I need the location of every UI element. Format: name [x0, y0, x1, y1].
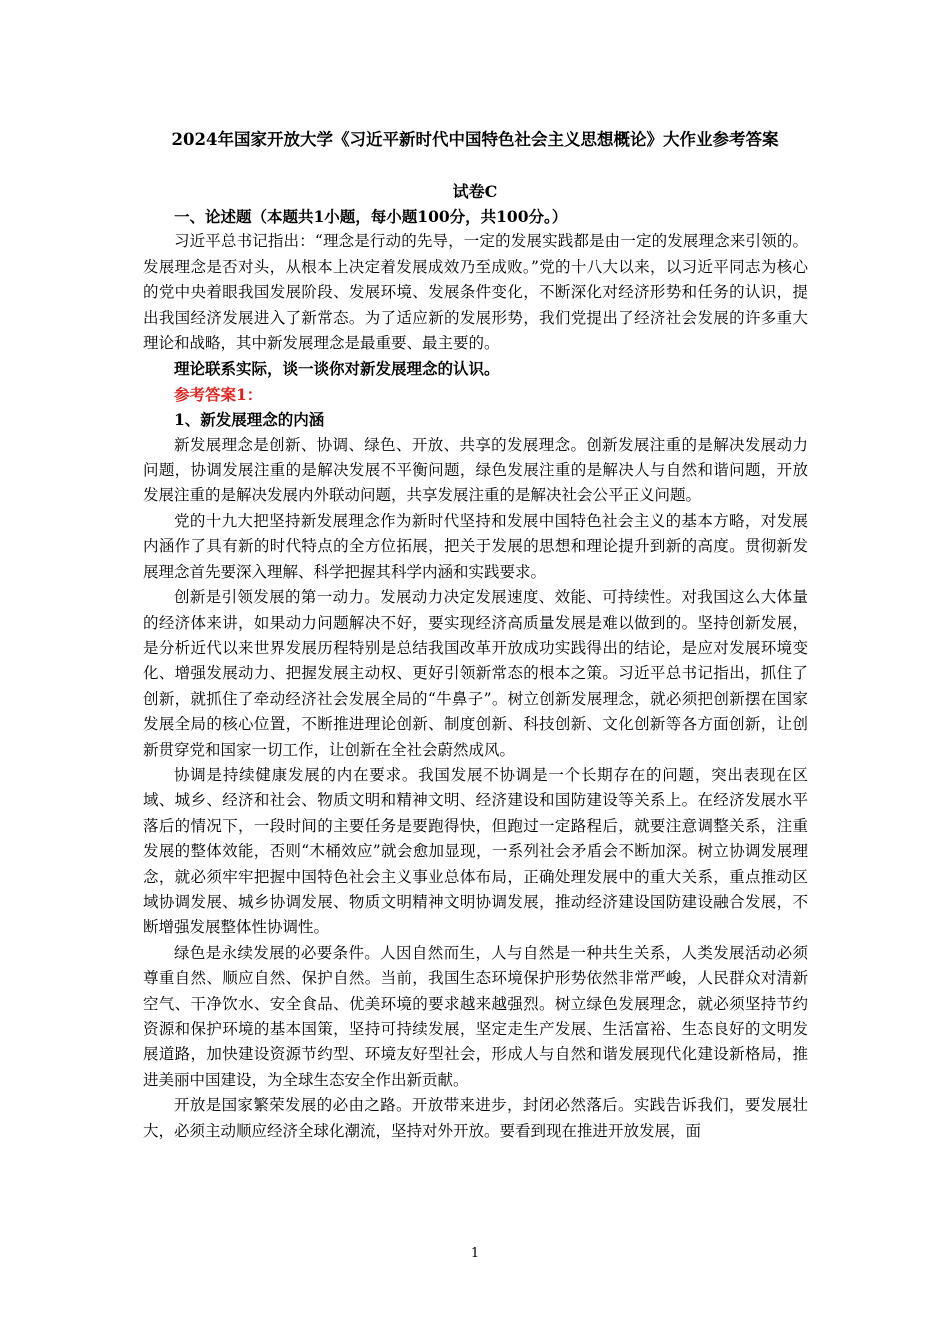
paper-label: 试卷C: [452, 182, 498, 201]
section-heading: 一、论述题（本题共1小题，每小题100分，共100分。）: [174, 207, 568, 226]
answer-label: 参考答案1：: [174, 384, 263, 404]
page-number: 1: [470, 1246, 480, 1261]
body-paragraph: 协调是持续健康发展的内在要求。我国发展不协调是一个长期存在的问题，突出表现在区域、城乡、经济和社会、物质文明和精神文明、经济建设和国防建设等关系上。在经济发展水平落后的情况下，一段时间的主要任务是要跑得快，但跑过一定路程后，就要注意调整关系，注重发展的整体效能，否则“木桶效应”就会愈加显现，一系列社会矛盾会不断加深。树立协调发展理念，就必须牢牢把握中国特色社会主义事业总体布局，正确处理发展中的重大关系，重点推动区域协调发展、城乡协调发展、物质文明精神文明协调发展，推动经济建设国防建设融合发展，不断增强发展整体性协调性。: [143, 765, 808, 937]
document-body: [143, 204, 808, 1144]
body-paragraph: 创新是引领发展的第一动力。发展动力决定发展速度、效能、可持续性。对我国这么大体量的经济体来讲，如果动力问题解决不好，要实现经济高质量发展是难以做到的。坚持创新发展，是分析近代以来世界发展历程特别是总结我国改革开放成功实践得出的结论，是应对发展环境变化、增强发展动力、把握发展主动权、更好引领新常态的根本之策。习近平总书记指出，抓住了创新，就抓住了牵动经济社会发展全局的“牛鼻子”。树立创新发展理念，就必须把创新摆在国家发展全局的核心位置，不断推进理论创新、制度创新、科技创新、文化创新等各方面创新，让创新贯穿党和国家一切工作，让创新在全社会蔚然成风。: [143, 588, 808, 759]
subheading-new-development-concept: 1、新发展理念的内涵: [174, 410, 325, 430]
body-paragraph: 党的十九大把坚持新发展理念作为新时代坚持和发展中国特色社会主义的基本方略，对发展内涵作了具有新的时代特点的全方位拓展，把关于发展的思想和理论提升到新的高度。贯彻新发展理念首先要深入理解、科学把握其科学内涵和实践要求。: [143, 511, 808, 581]
question-prompt: 理论联系实际，谈一谈你对新发展理念的认识。: [174, 359, 500, 379]
body-paragraph: 开放是国家繁荣发展的必由之路。开放带来进步，封闭必然落后。实践告诉我们，要发展壮大，必须主动顺应经济全球化潮流，坚持对外开放。要看到现在推进开放发展，面: [143, 1096, 808, 1140]
body-paragraph: 新发展理念是创新、协调、绿色、开放、共享的发展理念。创新发展注重的是解决发展动力问题，协调发展注重的是解决发展不平衡问题，绿色发展注重的是解决人与自然和谐问题，开放发展注重的是解决发展内外联动问题，共享发展注重的是解决社会公平正义问题。: [143, 435, 808, 505]
body-paragraph: 绿色是永续发展的必要条件。人因自然而生，人与自然是一种共生关系，人类发展活动必须尊重自然、顺应自然、保护自然。当前，我国生态环境保护形势依然非常严峻，人民群众对清新空气、干净饮水、安全食品、优美环境的要求越来越强烈。树立绿色发展理念，就必须坚持节约资源和保护环境的基本国策，坚持可持续发展，坚定走生产发展、生活富裕、生态良好的文明发展道路，加快建设资源节约型、环境友好型社会，形成人与自然和谐发展现代化建设新格局，推进美丽中国建设，为全球生态安全作出新贡献。: [143, 943, 808, 1089]
document-title: 2024年国家开放大学《习近平新时代中国特色社会主义思想概论》大作业参考答案: [171, 130, 779, 149]
question-paragraph: 习近平总书记指出：“理念是行动的先导，一定的发展实践都是由一定的发展理念来引领的。发展理念是否对头，从根本上决定着发展成效乃至成败。”党的十八大以来，以习近平同志为核心的党中央着眼我国发展阶段、发展环境、发展条件变化，不断深化对经济形势和任务的认识，提出我国经济发展进入了新常态。为了适应新的发展形势，我们党提出了经济社会发展的许多重大理论和战略，其中新发展理念是最重要、最主要的。: [143, 232, 808, 353]
